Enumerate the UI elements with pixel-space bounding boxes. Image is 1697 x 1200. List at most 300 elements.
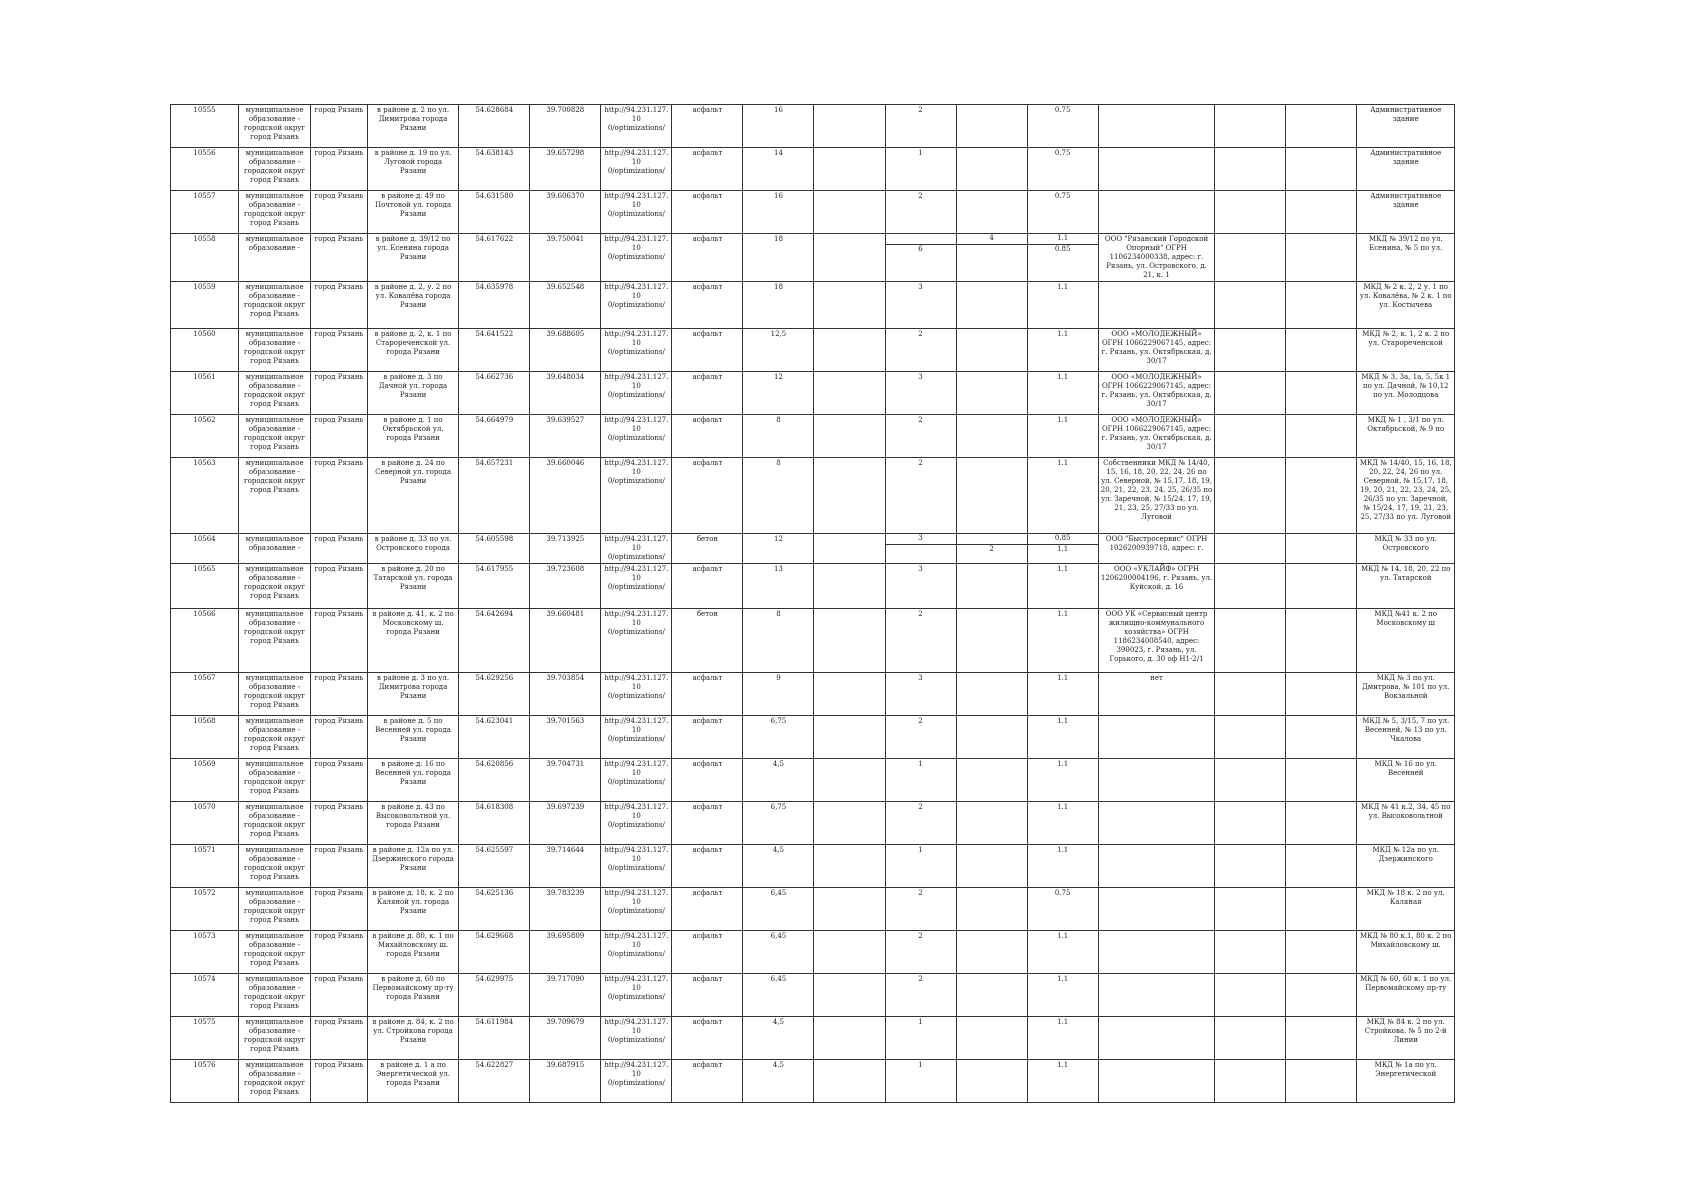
cell-served-buildings: МКД № 3 по ул. Дмитрова, № 101 по ул. Вокзальной: [1357, 673, 1455, 716]
cell-municipality: муниципальное образование - городской округ город Рязань: [239, 148, 311, 191]
cell-row-number: 10555: [171, 105, 239, 148]
cell-container-count: 2: [885, 105, 956, 148]
cell-area: 6,45: [743, 931, 814, 974]
cell-col-16: [1286, 148, 1357, 191]
cell-served-buildings: МКД № 1 , 3/1 по ул. Октябрьской, № 9 по: [1357, 415, 1455, 458]
cell-longitude: 39.703854: [530, 673, 601, 716]
cell-surface-type: асфальт: [672, 1017, 743, 1060]
cell-map-link[interactable]: http://94.231.127.10 0/optimizations/: [601, 191, 672, 234]
cell-longitude: 39.783239: [530, 888, 601, 931]
cell-map-link[interactable]: http://94.231.127.10 0/optimizations/: [601, 534, 672, 564]
cell-latitude: 54.629975: [459, 974, 530, 1017]
cell-col-16: [1286, 372, 1357, 415]
cell-latitude: 54.657231: [459, 458, 530, 534]
cell-municipality: муниципальное образование - городской округ город Рязань: [239, 716, 311, 759]
cell-map-link[interactable]: http://94.231.127.10 0/optimizations/: [601, 716, 672, 759]
cell-container-count: 1: [885, 148, 956, 191]
cell-part: [886, 544, 956, 555]
table-row: [171, 148, 1455, 191]
cell-row-number: 10574: [171, 974, 239, 1017]
cell-longitude: 39.657298: [530, 148, 601, 191]
cell-container-count: [885, 534, 956, 564]
cell-col-16: [1286, 673, 1357, 716]
cell-col-12: [956, 759, 1027, 802]
cell-col-16: [1286, 931, 1357, 974]
cell-owner: [1098, 759, 1215, 802]
cell-col-15: [1215, 534, 1286, 564]
cell-container-count: 3: [885, 282, 956, 329]
cell-served-buildings: МКД № 84 к. 2 по ул. Стройкова, № 5 по 2-й Линии: [1357, 1017, 1455, 1060]
cell-owner: [1098, 716, 1215, 759]
cell-city: город Рязань: [311, 974, 368, 1017]
cell-municipality: муниципальное образование - городской округ город Рязань: [239, 609, 311, 673]
cell-owner: ООО «МОЛОДЕЖНЫЙ» ОГРН 1066229067145, адрес: г. Рязань, ул. Октябрьская, д. 30/17: [1098, 372, 1215, 415]
cell-container-volume: 1.1: [1027, 759, 1098, 802]
cell-area: 6,45: [743, 974, 814, 1017]
cell-longitude: 39.652548: [530, 282, 601, 329]
cell-container-count: 2: [885, 191, 956, 234]
cell-container-count: 1: [885, 1017, 956, 1060]
cell-served-buildings: МКД № 5, 3/15, 7 по ул. Весенней, № 13 по ул. Чкалова: [1357, 716, 1455, 759]
cell-owner: [1098, 1060, 1215, 1103]
table-row: [171, 458, 1455, 534]
table-row: [171, 759, 1455, 802]
cell-container-count: 2: [885, 974, 956, 1017]
cell-served-buildings: МКД № 18 к. 2 по ул. Каляная: [1357, 888, 1455, 931]
cell-owner: [1098, 282, 1215, 329]
cell-col-10: [814, 931, 885, 974]
cell-col-15: [1215, 458, 1286, 534]
cell-map-link[interactable]: http://94.231.127.10 0/optimizations/: [601, 673, 672, 716]
cell-map-link[interactable]: http://94.231.127.10 0/optimizations/: [601, 105, 672, 148]
cell-surface-type: асфальт: [672, 888, 743, 931]
cell-col-15: [1215, 234, 1286, 282]
cell-col-15: [1215, 282, 1286, 329]
cell-container-volume: 1.1: [1027, 1060, 1098, 1103]
cell-surface-type: асфальт: [672, 716, 743, 759]
cell-municipality: муниципальное образование - городской округ город Рязань: [239, 191, 311, 234]
cell-row-number: 10565: [171, 564, 239, 609]
cell-col-10: [814, 609, 885, 673]
cell-latitude: 54.629256: [459, 673, 530, 716]
cell-location-address: в районе д. 12а по ул. Дзержинского города Рязани: [367, 845, 458, 888]
cell-city: город Рязань: [311, 673, 368, 716]
cell-container-volume: 0.75: [1027, 191, 1098, 234]
cell-container-volume: [1027, 534, 1098, 564]
cell-area: 16: [743, 105, 814, 148]
cell-city: город Рязань: [311, 759, 368, 802]
cell-location-address: в районе д. 80, к. 1 по Михайловскому ш. города Рязани: [367, 931, 458, 974]
table-row: [171, 974, 1455, 1017]
cell-owner: ООО «УКЛАЙФ» ОГРН 1206200004196, г. Рязань, ул. Куйской, д. 16: [1098, 564, 1215, 609]
cell-location-address: в районе д. 49 по Почтовой ул. города Рязани: [367, 191, 458, 234]
cell-served-buildings: МКД № 3, 3а, 1а, 5, 5к 1 по ул. Дачной, № 10,12 по ул. Молодцова: [1357, 372, 1455, 415]
cell-municipality: муниципальное образование -: [239, 534, 311, 564]
cell-col-16: [1286, 234, 1357, 282]
cell-longitude: 39.700828: [530, 105, 601, 148]
cell-latitude: 54.662736: [459, 372, 530, 415]
cell-municipality: муниципальное образование - городской округ город Рязань: [239, 974, 311, 1017]
cell-latitude: 54.629668: [459, 931, 530, 974]
cell-row-number: 10572: [171, 888, 239, 931]
cell-city: город Рязань: [311, 888, 368, 931]
cell-container-count: [885, 234, 956, 282]
cell-col-10: [814, 673, 885, 716]
cell-col-15: [1215, 609, 1286, 673]
cell-longitude: 39.714644: [530, 845, 601, 888]
cell-owner: ООО «МОЛОДЕЖНЫЙ» ОГРН 1066229067145, адрес: г. Рязань, ул. Октябрьская, д. 30/17: [1098, 329, 1215, 372]
cell-owner: ООО «МОЛОДЕЖНЫЙ» ОГРН 1066229067145, адрес: г. Рязань, ул. Октябрьская, д. 30/17: [1098, 415, 1215, 458]
cell-municipality: муниципальное образование - городской округ город Рязань: [239, 759, 311, 802]
cell-location-address: в районе д. 2, у. 2 по ул. Ковалёва города Рязани: [367, 282, 458, 329]
cell-owner: [1098, 1017, 1215, 1060]
cell-longitude: 39.695809: [530, 931, 601, 974]
cell-city: город Рязань: [311, 191, 368, 234]
cell-location-address: в районе д. 1 а по Энергетической ул. города Рязани: [367, 1060, 458, 1103]
cell-col-10: [814, 845, 885, 888]
cell-served-buildings: МКД № 2 к. 2, 2 у. 1 по ул. Ковалёва, № 2 к. 1 по ул. Костычева: [1357, 282, 1455, 329]
cell-latitude: 54.625597: [459, 845, 530, 888]
cell-city: город Рязань: [311, 415, 368, 458]
cell-area: 18: [743, 282, 814, 329]
cell-row-number: 10566: [171, 609, 239, 673]
table-row: [171, 673, 1455, 716]
cell-part: 3: [918, 534, 923, 542]
cell-col-15: [1215, 415, 1286, 458]
cell-municipality: муниципальное образование - городской округ город Рязань: [239, 372, 311, 415]
cell-col-12: [956, 673, 1027, 716]
cell-map-link[interactable]: http://94.231.127.10 0/optimizations/: [601, 802, 672, 845]
cell-col-10: [814, 888, 885, 931]
cell-municipality: муниципальное образование - городской округ город Рязань: [239, 1060, 311, 1103]
cell-municipality: муниципальное образование - городской округ город Рязань: [239, 105, 311, 148]
cell-city: город Рязань: [311, 609, 368, 673]
cell-municipality: муниципальное образование - городской округ город Рязань: [239, 802, 311, 845]
cell-container-volume: 1.1: [1027, 609, 1098, 673]
cell-col-12: [956, 234, 1027, 282]
cell-municipality: муниципальное образование - городской округ город Рязань: [239, 329, 311, 372]
cell-container-volume: 1.1: [1027, 282, 1098, 329]
cell-container-volume: 1.1: [1027, 845, 1098, 888]
cell-map-link[interactable]: http://94.231.127.10 0/optimizations/: [601, 282, 672, 329]
cell-col-10: [814, 802, 885, 845]
cell-surface-type: асфальт: [672, 802, 743, 845]
cell-latitude: 54.622827: [459, 1060, 530, 1103]
cell-col-16: [1286, 845, 1357, 888]
cell-col-15: [1215, 191, 1286, 234]
cell-container-volume: 1.1: [1027, 716, 1098, 759]
cell-col-12: [956, 564, 1027, 609]
cell-location-address: в районе д. 39/12 по ул. Есенина города Рязани: [367, 234, 458, 282]
cell-col-15: [1215, 1017, 1286, 1060]
cell-container-volume: 0.75: [1027, 148, 1098, 191]
cell-surface-type: асфальт: [672, 282, 743, 329]
cell-latitude: 54.623041: [459, 716, 530, 759]
cell-part: 1.1: [1028, 544, 1098, 555]
cell-col-16: [1286, 1017, 1357, 1060]
cell-owner: [1098, 974, 1215, 1017]
cell-col-15: [1215, 148, 1286, 191]
cell-city: город Рязань: [311, 845, 368, 888]
cell-area: 8: [743, 609, 814, 673]
cell-city: город Рязань: [311, 234, 368, 282]
cell-col-15: [1215, 372, 1286, 415]
cell-container-volume: 1.1: [1027, 974, 1098, 1017]
cell-latitude: 54.617622: [459, 234, 530, 282]
cell-city: город Рязань: [311, 329, 368, 372]
cell-map-link[interactable]: http://94.231.127.10 0/optimizations/: [601, 458, 672, 534]
cell-map-link[interactable]: http://94.231.127.10 0/optimizations/: [601, 415, 672, 458]
cell-map-link[interactable]: http://94.231.127.10 0/optimizations/: [601, 845, 672, 888]
cell-served-buildings: Административное здание: [1357, 105, 1455, 148]
cell-area: 14: [743, 148, 814, 191]
cell-area: 12: [743, 372, 814, 415]
cell-container-count: 2: [885, 888, 956, 931]
cell-container-count: 2: [885, 329, 956, 372]
table-row: [171, 564, 1455, 609]
cell-latitude: 54.638143: [459, 148, 530, 191]
cell-area: 9: [743, 673, 814, 716]
cell-location-address: в районе д. 3 по Дачной ул. города Рязани: [367, 372, 458, 415]
cell-location-address: в районе д. 18, к. 2 по Каляной ул. города Рязани: [367, 888, 458, 931]
cell-area: 6,45: [743, 888, 814, 931]
cell-col-12: [956, 1060, 1027, 1103]
cell-city: город Рязань: [311, 802, 368, 845]
cell-city: город Рязань: [311, 564, 368, 609]
cell-col-10: [814, 148, 885, 191]
cell-area: 8: [743, 415, 814, 458]
cell-city: город Рязань: [311, 105, 368, 148]
cell-row-number: 10556: [171, 148, 239, 191]
cell-col-15: [1215, 802, 1286, 845]
cell-container-volume: 1.1: [1027, 802, 1098, 845]
cell-map-link[interactable]: http://94.231.127.10 0/optimizations/: [601, 1060, 672, 1103]
cell-surface-type: асфальт: [672, 234, 743, 282]
cell-location-address: в районе д. 2 по ул. Димитрова города Рязани: [367, 105, 458, 148]
cell-owner: Собственники МКД № 14/40, 15, 16, 18, 20, 22, 24, 26 по ул. Северной, № 15,17, 18, 19, 20, 21, 22, 23, 24, 25, 26/35 по ул. Заречной, № 15/24, 17, 19, 21, 23, 25, 27/33 по ул. Луговой: [1098, 458, 1215, 534]
cell-municipality: муниципальное образование - городской округ город Рязань: [239, 931, 311, 974]
cell-latitude: 54.605598: [459, 534, 530, 564]
cell-col-15: [1215, 759, 1286, 802]
cell-container-volume: 1.1: [1027, 415, 1098, 458]
cell-col-15: [1215, 329, 1286, 372]
cell-map-link[interactable]: http://94.231.127.10 0/optimizations/: [601, 759, 672, 802]
cell-longitude: 39.660481: [530, 609, 601, 673]
table-row: [171, 415, 1455, 458]
cell-col-12: [956, 609, 1027, 673]
cell-col-10: [814, 234, 885, 282]
cell-area: 6,75: [743, 802, 814, 845]
cell-container-count: 1: [885, 1060, 956, 1103]
cell-municipality: муниципальное образование - городской округ город Рязань: [239, 673, 311, 716]
cell-location-address: в районе д. 19 по ул. Луговой города Рязани: [367, 148, 458, 191]
cell-part: [886, 234, 956, 244]
cell-area: 12,5: [743, 329, 814, 372]
cell-col-10: [814, 716, 885, 759]
cell-part: 4: [989, 234, 994, 242]
cell-latitude: 54.611984: [459, 1017, 530, 1060]
table-row: [171, 329, 1455, 372]
cell-container-count: 2: [885, 609, 956, 673]
cell-owner: [1098, 191, 1215, 234]
cell-row-number: 10558: [171, 234, 239, 282]
cell-col-12: [956, 148, 1027, 191]
cell-row-number: 10568: [171, 716, 239, 759]
cell-map-link[interactable]: http://94.231.127.10 0/optimizations/: [601, 609, 672, 673]
cell-longitude: 39.717090: [530, 974, 601, 1017]
cell-col-15: [1215, 105, 1286, 148]
cell-latitude: 54.641522: [459, 329, 530, 372]
cell-row-number: 10573: [171, 931, 239, 974]
table-row: [171, 1060, 1455, 1103]
cell-served-buildings: МКД № 1а по ул. Энергетической: [1357, 1060, 1455, 1103]
cell-map-link[interactable]: http://94.231.127.10 0/optimizations/: [601, 372, 672, 415]
cell-longitude: 39.697239: [530, 802, 601, 845]
cell-served-buildings: Административное здание: [1357, 148, 1455, 191]
cell-surface-type: асфальт: [672, 191, 743, 234]
cell-municipality: муниципальное образование - городской округ город Рязань: [239, 564, 311, 609]
table-row: [171, 931, 1455, 974]
table-row: [171, 888, 1455, 931]
cell-city: город Рязань: [311, 1017, 368, 1060]
cell-row-number: 10564: [171, 534, 239, 564]
cell-container-volume: [1027, 234, 1098, 282]
cell-served-buildings: МКД № 80 к.1, 80 к. 2 по Михайловскому ш.: [1357, 931, 1455, 974]
cell-served-buildings: МКД № 16 по ул. Весенней: [1357, 759, 1455, 802]
cell-served-buildings: МКД №41 к. 2 по Московскому ш: [1357, 609, 1455, 673]
cell-container-volume: 0.75: [1027, 105, 1098, 148]
cell-surface-type: бетон: [672, 609, 743, 673]
cell-map-link[interactable]: http://94.231.127.10 0/optimizations/: [601, 888, 672, 931]
cell-area: 16: [743, 191, 814, 234]
cell-map-link[interactable]: http://94.231.127.10 0/optimizations/: [601, 564, 672, 609]
cell-location-address: в районе д. 60 по Первомайскому пр-ту города Рязани: [367, 974, 458, 1017]
cell-col-10: [814, 415, 885, 458]
cell-owner: нет: [1098, 673, 1215, 716]
cell-part: 0.85: [1054, 534, 1071, 542]
cell-col-16: [1286, 105, 1357, 148]
cell-municipality: муниципальное образование - городской округ город Рязань: [239, 1017, 311, 1060]
cell-area: 6,75: [743, 716, 814, 759]
cell-part: 0.85: [1028, 244, 1098, 255]
cell-map-link[interactable]: http://94.231.127.10 0/optimizations/: [601, 1017, 672, 1060]
table-row: [171, 716, 1455, 759]
cell-col-15: [1215, 716, 1286, 759]
cell-col-16: [1286, 974, 1357, 1017]
cell-col-16: [1286, 534, 1357, 564]
cell-col-12: [956, 974, 1027, 1017]
cell-container-volume: 1.1: [1027, 1017, 1098, 1060]
cell-map-link[interactable]: http://94.231.127.10 0/optimizations/: [601, 234, 672, 282]
cell-city: город Рязань: [311, 716, 368, 759]
cell-container-count: 3: [885, 564, 956, 609]
cell-municipality: муниципальное образование - городской округ город Рязань: [239, 282, 311, 329]
cell-col-12: [956, 372, 1027, 415]
cell-owner: [1098, 931, 1215, 974]
cell-longitude: 39.688605: [530, 329, 601, 372]
cell-city: город Рязань: [311, 534, 368, 564]
cell-location-address: в районе д. 16 по Весенней ул. города Рязани: [367, 759, 458, 802]
cell-served-buildings: МКД № 14/40, 15, 16, 18, 20, 22, 24, 26 по ул. Северной, № 15,17, 18, 19, 20, 21, 22, 23, 24, 25, 26/35 по ул. Заречной, № 15/24, 17, 19, 21, 23, 25, 27/33 по ул. Луговой: [1357, 458, 1455, 534]
cell-container-volume: 1.1: [1027, 458, 1098, 534]
data-table: [170, 104, 1455, 1103]
cell-location-address: в районе д. 5 по Весенней ул. города Рязани: [367, 716, 458, 759]
cell-served-buildings: МКД № 41 к.2, 34, 45 по ул. Высоковольтной: [1357, 802, 1455, 845]
cell-col-16: [1286, 282, 1357, 329]
cell-map-link[interactable]: http://94.231.127.10 0/optimizations/: [601, 931, 672, 974]
cell-row-number: 10562: [171, 415, 239, 458]
table-row: [171, 105, 1455, 148]
cell-location-address: в районе д. 2, к. 1 по Старореченской ул. города Рязани: [367, 329, 458, 372]
cell-container-count: 2: [885, 931, 956, 974]
cell-surface-type: асфальт: [672, 564, 743, 609]
cell-surface-type: асфальт: [672, 329, 743, 372]
cell-col-16: [1286, 802, 1357, 845]
cell-served-buildings: МКД № 2, к. 1, 2 к. 2 по ул. Старореченской: [1357, 329, 1455, 372]
cell-surface-type: асфальт: [672, 673, 743, 716]
cell-col-16: [1286, 716, 1357, 759]
table-row: [171, 609, 1455, 673]
table-row: [171, 534, 1455, 564]
cell-owner: ООО "Быстросервис" ОГРН 1026200939718, адрес: г.: [1098, 534, 1215, 564]
cell-col-12: [956, 931, 1027, 974]
cell-longitude: 39.709679: [530, 1017, 601, 1060]
cell-latitude: 54.664979: [459, 415, 530, 458]
cell-row-number: 10563: [171, 458, 239, 534]
cell-map-link[interactable]: http://94.231.127.10 0/optimizations/: [601, 148, 672, 191]
cell-row-number: 10560: [171, 329, 239, 372]
cell-location-address: в районе д. 33 по ул. Островского города: [367, 534, 458, 564]
cell-col-12: [956, 458, 1027, 534]
cell-longitude: 39.723608: [530, 564, 601, 609]
cell-owner: [1098, 845, 1215, 888]
cell-col-10: [814, 759, 885, 802]
cell-container-count: 2: [885, 802, 956, 845]
cell-location-address: в районе д. 20 по Татарской ул. города Рязани: [367, 564, 458, 609]
cell-part: 2: [957, 544, 1027, 555]
cell-surface-type: асфальт: [672, 1060, 743, 1103]
cell-col-10: [814, 372, 885, 415]
cell-col-12: [956, 1017, 1027, 1060]
cell-col-15: [1215, 564, 1286, 609]
cell-col-12: [956, 105, 1027, 148]
cell-container-count: 2: [885, 458, 956, 534]
cell-area: 12: [743, 534, 814, 564]
cell-container-count: 1: [885, 845, 956, 888]
cell-owner: [1098, 105, 1215, 148]
cell-part: [957, 244, 1027, 255]
cell-row-number: 10569: [171, 759, 239, 802]
cell-location-address: в районе д. 41, к. 2 по Московскому ш. города Рязани: [367, 609, 458, 673]
cell-container-count: 2: [885, 716, 956, 759]
cell-longitude: 39.687915: [530, 1060, 601, 1103]
cell-surface-type: асфальт: [672, 415, 743, 458]
cell-col-16: [1286, 191, 1357, 234]
cell-surface-type: асфальт: [672, 759, 743, 802]
cell-area: 18: [743, 234, 814, 282]
cell-col-12: [956, 888, 1027, 931]
cell-container-volume: 1.1: [1027, 564, 1098, 609]
cell-row-number: 10571: [171, 845, 239, 888]
cell-map-link[interactable]: http://94.231.127.10 0/optimizations/: [601, 329, 672, 372]
cell-container-volume: 0.75: [1027, 888, 1098, 931]
cell-area: 4,5: [743, 845, 814, 888]
cell-map-link[interactable]: http://94.231.127.10 0/optimizations/: [601, 974, 672, 1017]
cell-area: 4,5: [743, 759, 814, 802]
cell-municipality: муниципальное образование -: [239, 234, 311, 282]
cell-row-number: 10575: [171, 1017, 239, 1060]
cell-col-16: [1286, 1060, 1357, 1103]
